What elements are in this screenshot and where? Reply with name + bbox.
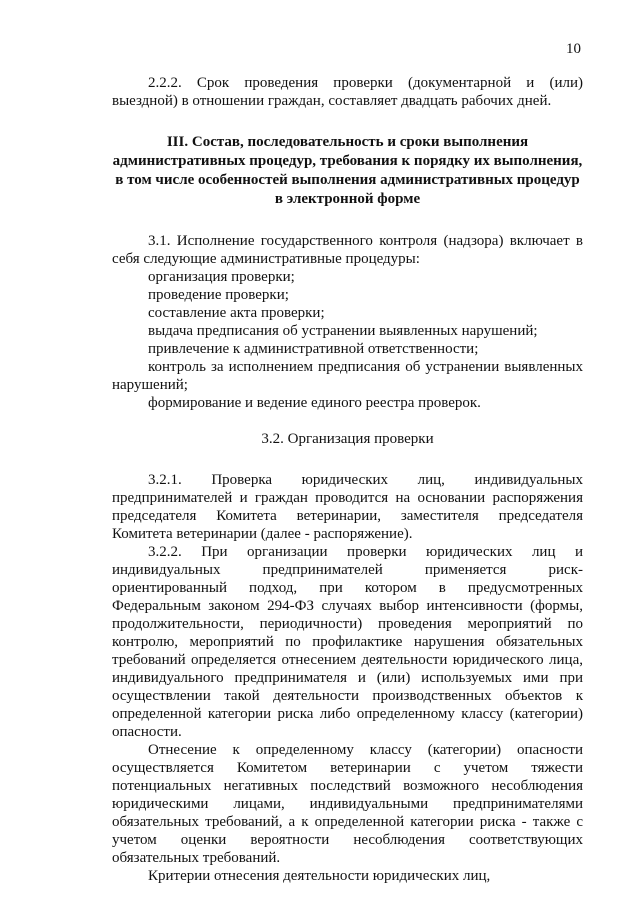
list-item: формирование и ведение единого реестра проверок. <box>148 395 481 411</box>
list-item: составление акта проверки; <box>148 305 325 321</box>
page-number: 10 <box>566 41 581 57</box>
paragraph-3-2-1: 3.2.1. Проверка юридических лиц, индивидуальных предпринимателей и граждан проводится на основании распоряжения председателя Комитета ветеринарии, заместителя председателя Комитета ветеринарии (далее - распоряжение). <box>112 472 583 542</box>
paragraph-hazard-class: Отнесение к определенному классу (категории) опасности осуществляется Комитетом ветеринарии с учетом тяжести потенциальных негативных последствий возможного несоблюдения юридическими лицами, индивидуальными предпринимателями обязательных требований, а к определенной категории риска - также с учетом оценки вероятности несоблюдения соответствующих обязательных требований. <box>112 742 583 866</box>
list-item: привлечение к административной ответственности; <box>148 341 479 357</box>
paragraph-3-2-2: 3.2.2. При организации проверки юридических лиц и индивидуальных предпринимателей применяется риск-ориентированный подход, при котором в предусмотренных Федеральным законом 294-ФЗ случаях выбор интенсивности (формы, продолжительности, периодичности) проведения мероприятий по контролю, мероприятий по профилактике нарушения обязательных требований определяется отнесением деятельности юридического лица, индивидуального предпринимателя и (или) используемых ими при осуществлении такой деятельности производственных объектов к определенной категории риска либо определенному классу (категории) опасности. <box>112 544 583 740</box>
document-body <box>112 74 583 885</box>
list-item: контроль за исполнением предписания об устранении выявленных нарушений; <box>112 359 583 393</box>
paragraph-2-2-2: 2.2.2. Срок проведения проверки (документарной и (или) выездной) в отношении граждан, составляет двадцать рабочих дней. <box>112 75 583 109</box>
list-item: организация проверки; <box>148 269 295 285</box>
section-heading: III. Состав, последовательность и сроки выполнения административных процедур, требования к порядку их выполнения, в том числе особенностей выполнения административных процедур в электронной форме <box>112 134 583 207</box>
paragraph-3-1: 3.1. Исполнение государственного контроля (надзора) включает в себя следующие административные процедуры: <box>112 233 583 267</box>
paragraph-criteria: Критерии отнесения деятельности юридических лиц, <box>148 868 491 884</box>
list-item: проведение проверки; <box>148 287 289 303</box>
subsection-heading-3-2: 3.2. Организация проверки <box>261 431 434 447</box>
list-item: выдача предписания об устранении выявленных нарушений; <box>148 323 538 339</box>
